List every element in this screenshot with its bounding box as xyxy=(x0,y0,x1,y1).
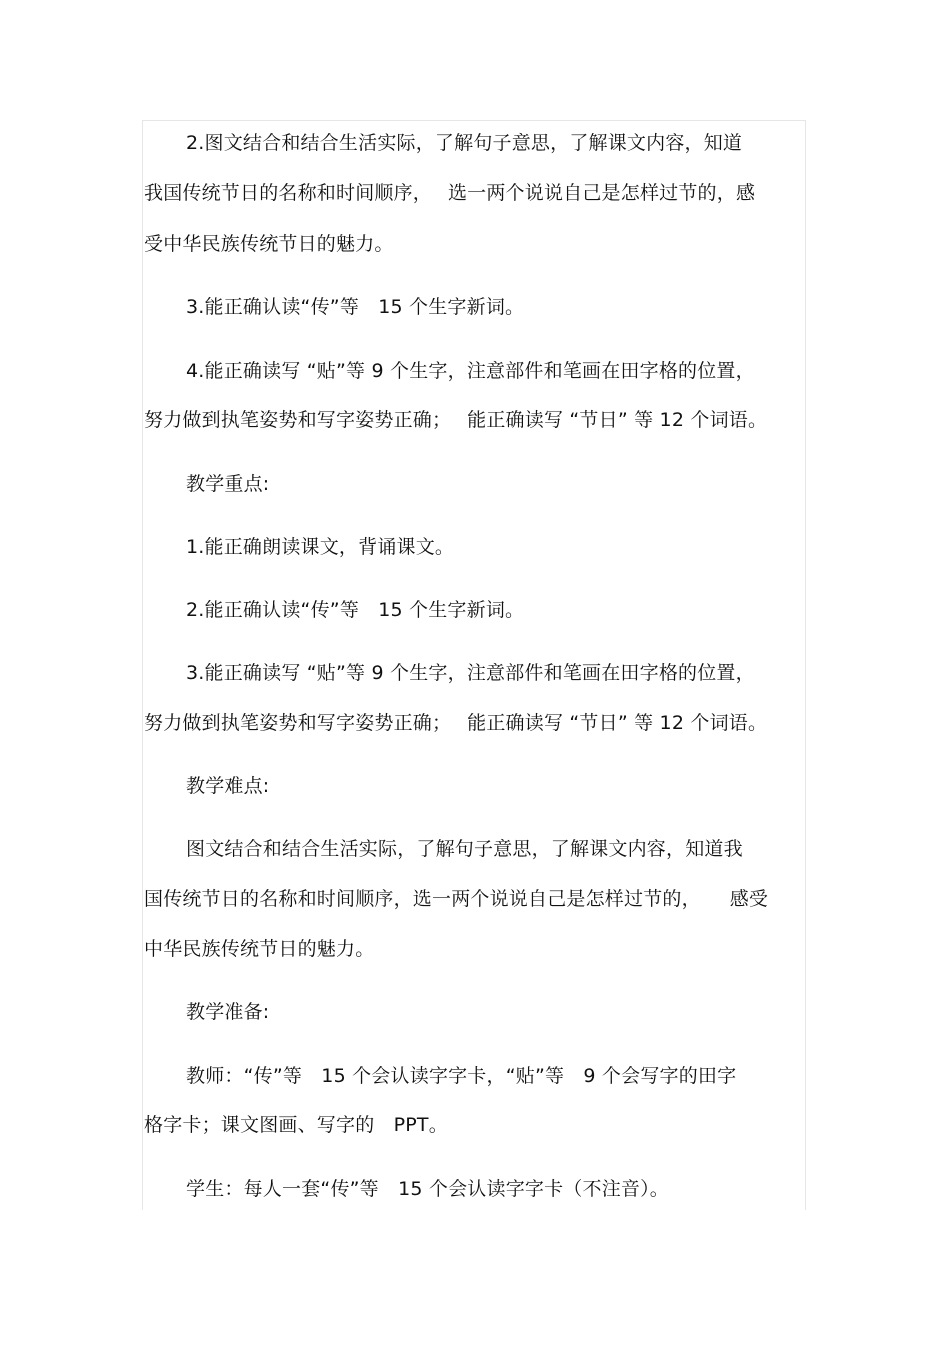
objective-3: 3.能正确认读“传”等 15 个生字新词。 xyxy=(186,296,525,318)
objective-2-line-3: 受中华民族传统节日的魅力。 xyxy=(144,233,394,255)
difficulties-heading: 教学难点: xyxy=(186,775,270,797)
student-prep: 学生：每人一套“传”等 15 个会认读字字卡（不注音）。 xyxy=(186,1178,670,1200)
objective-4-line-2: 努力做到执笔姿势和写字姿势正确； 能正确读写 “节日” 等 12 个词语。 xyxy=(144,409,768,431)
objective-2-line-2: 我国传统节日的名称和时间顺序， 选一两个说说自己是怎样过节的，感 xyxy=(144,182,756,204)
objective-2-line-1: 2.图文结合和结合生活实际，了解句子意思，了解课文内容，知道 xyxy=(186,132,743,154)
key-point-3-line-2: 努力做到执笔姿势和写字姿势正确； 能正确读写 “节日” 等 12 个词语。 xyxy=(144,712,768,734)
difficulty-line-1: 图文结合和结合生活实际，了解句子意思，了解课文内容，知道我 xyxy=(186,838,743,860)
key-points-heading: 教学重点: xyxy=(186,473,270,495)
key-point-1: 1.能正确朗读课文，背诵课文。 xyxy=(186,536,455,558)
difficulty-line-3: 中华民族传统节日的魅力。 xyxy=(144,938,375,960)
key-point-3-line-1: 3.能正确读写 “贴”等 9 个生字，注意部件和笔画在田字格的位置， xyxy=(186,662,755,684)
teacher-prep-line-1: 教师：“传”等 15 个会认读字字卡，“贴”等 9 个会写字的田字 xyxy=(186,1065,737,1087)
key-point-2: 2.能正确认读“传”等 15 个生字新词。 xyxy=(186,599,525,621)
objective-4-line-1: 4.能正确读写 “贴”等 9 个生字，注意部件和笔画在田字格的位置， xyxy=(186,360,755,382)
preparation-heading: 教学准备: xyxy=(186,1001,270,1023)
difficulty-line-2: 国传统节日的名称和时间顺序，选一两个说说自己是怎样过节的， 感受 xyxy=(144,888,769,910)
teacher-prep-line-2: 格字卡；课文图画、写字的 PPT。 xyxy=(144,1114,448,1136)
